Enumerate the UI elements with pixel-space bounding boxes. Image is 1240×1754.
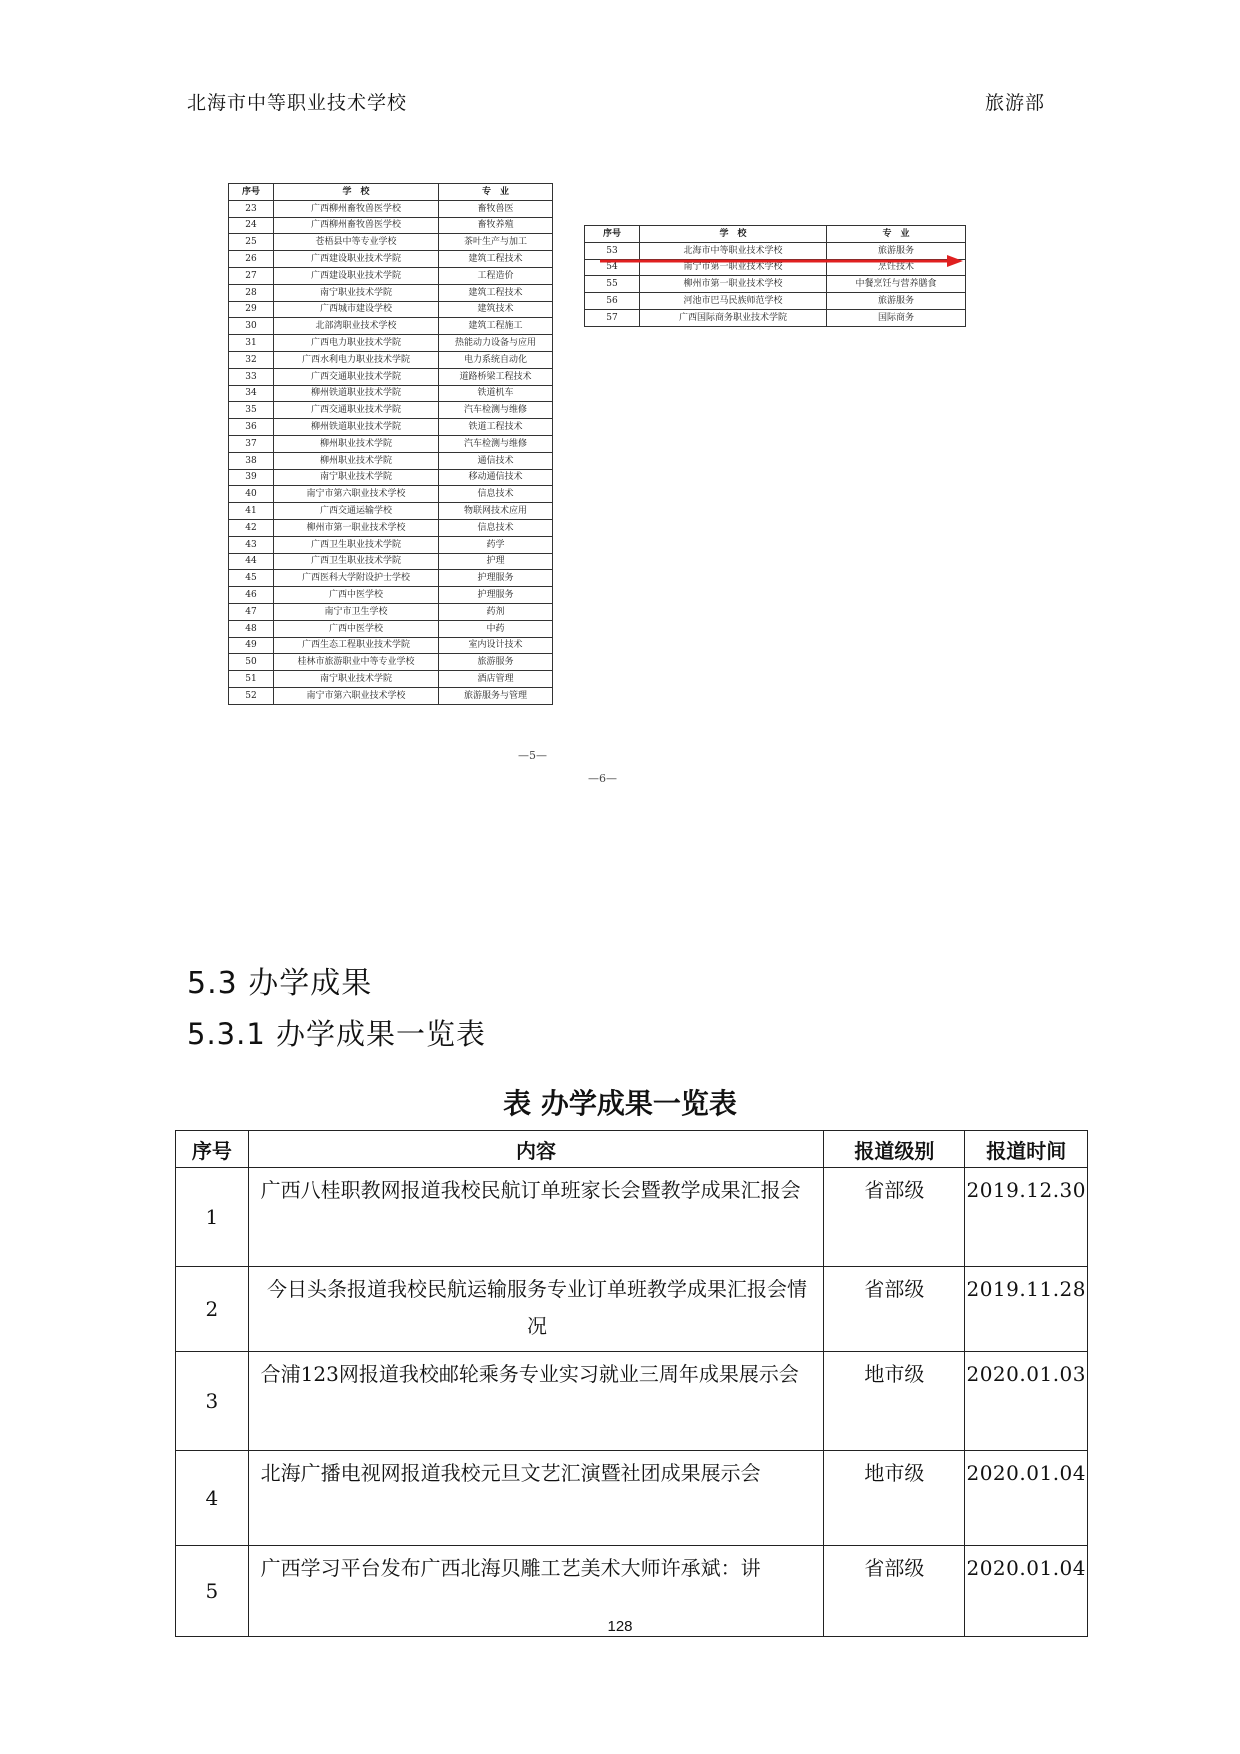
table-row <box>229 335 553 352</box>
school-name: 广西交通职业技术学院 <box>274 402 439 419</box>
row-number: 54 <box>585 259 640 276</box>
row-date: 2020.01.04 <box>965 1546 1088 1637</box>
table-row <box>229 536 553 553</box>
table-row <box>585 293 966 310</box>
table-row <box>229 267 553 284</box>
table-row <box>229 234 553 251</box>
table-row <box>229 570 553 587</box>
scan-page-mark-6: —6— <box>588 772 617 785</box>
major-name: 旅游服务 <box>827 293 966 310</box>
row-number: 28 <box>229 284 274 301</box>
school-name: 广西建设职业技术学院 <box>274 251 439 268</box>
scanned-school-table-left <box>228 183 553 705</box>
school-name: 河池市巴马民族师范学校 <box>640 293 827 310</box>
row-number: 40 <box>229 486 274 503</box>
row-number: 45 <box>229 570 274 587</box>
table-row <box>229 318 553 335</box>
school-name: 广西生态工程职业技术学院 <box>274 637 439 654</box>
row-content: 今日头条报道我校民航运输服务专业订单班教学成果汇报会情况 <box>248 1267 824 1352</box>
major-name: 通信技术 <box>439 452 553 469</box>
row-number: 33 <box>229 368 274 385</box>
school-name: 柳州市第一职业技术学校 <box>640 276 827 293</box>
row-content: 广西学习平台发布广西北海贝雕工艺美术大师许承斌：讲 <box>248 1546 824 1637</box>
row-level: 省部级 <box>824 1267 965 1352</box>
major-name: 酒店管理 <box>439 671 553 688</box>
school-name: 广西卫生职业技术学院 <box>274 536 439 553</box>
row-number: 2 <box>176 1267 249 1352</box>
row-number: 29 <box>229 301 274 318</box>
major-name: 旅游服务 <box>439 654 553 671</box>
school-name: 南宁市第六职业技术学校 <box>274 486 439 503</box>
school-name: 广西柳州畜牧兽医学校 <box>274 217 439 234</box>
school-name: 广西交通运输学校 <box>274 503 439 520</box>
table-row <box>229 217 553 234</box>
table-row <box>229 452 553 469</box>
major-name: 中餐烹饪与营养膳食 <box>827 276 966 293</box>
school-name: 广西中医学校 <box>274 587 439 604</box>
school-name: 南宁市第一职业技术学校 <box>640 259 827 276</box>
row-date: 2020.01.03 <box>965 1352 1088 1451</box>
school-name: 南宁市第六职业技术学校 <box>274 687 439 704</box>
major-name: 工程造价 <box>439 267 553 284</box>
school-name: 苍梧县中等专业学校 <box>274 234 439 251</box>
table-row <box>229 553 553 570</box>
table-row <box>585 276 966 293</box>
row-number: 26 <box>229 251 274 268</box>
table-row <box>229 435 553 452</box>
table-row <box>229 351 553 368</box>
table-row <box>176 1352 1088 1451</box>
column-header: 序号 <box>585 226 640 243</box>
row-number: 23 <box>229 200 274 217</box>
major-name: 汽车检测与维修 <box>439 402 553 419</box>
row-number: 3 <box>176 1352 249 1451</box>
table-row <box>229 469 553 486</box>
scan-page-mark-5: —5— <box>518 749 547 762</box>
row-level: 地市级 <box>824 1451 965 1546</box>
school-name: 广西柳州畜牧兽医学校 <box>274 200 439 217</box>
school-name: 广西交通职业技术学院 <box>274 368 439 385</box>
school-name: 柳州职业技术学院 <box>274 435 439 452</box>
row-number: 42 <box>229 519 274 536</box>
school-name: 南宁职业技术学院 <box>274 671 439 688</box>
row-number: 35 <box>229 402 274 419</box>
table-row <box>585 309 966 326</box>
section-heading: 5.3 办学成果 <box>187 966 373 1001</box>
row-number: 47 <box>229 603 274 620</box>
table-row <box>229 687 553 704</box>
row-level: 省部级 <box>824 1168 965 1267</box>
school-name: 柳州铁道职业技术学院 <box>274 419 439 436</box>
row-number: 41 <box>229 503 274 520</box>
row-number: 37 <box>229 435 274 452</box>
major-name: 国际商务 <box>827 309 966 326</box>
row-level: 地市级 <box>824 1352 965 1451</box>
table-row <box>229 637 553 654</box>
row-number: 27 <box>229 267 274 284</box>
row-number: 38 <box>229 452 274 469</box>
row-number: 4 <box>176 1451 249 1546</box>
row-number: 50 <box>229 654 274 671</box>
row-date: 2020.01.04 <box>965 1451 1088 1546</box>
row-number: 34 <box>229 385 274 402</box>
row-number: 48 <box>229 620 274 637</box>
column-header: 序号 <box>229 184 274 201</box>
column-header-level: 报道级别 <box>824 1131 965 1168</box>
row-number: 51 <box>229 671 274 688</box>
row-number: 49 <box>229 637 274 654</box>
row-content: 合浦123网报道我校邮轮乘务专业实习就业三周年成果展示会 <box>248 1352 824 1451</box>
major-name: 热能动力设备与应用 <box>439 335 553 352</box>
row-number: 1 <box>176 1168 249 1267</box>
column-header-no: 序号 <box>176 1131 249 1168</box>
table-row <box>229 654 553 671</box>
table-row <box>229 671 553 688</box>
table-row <box>229 419 553 436</box>
row-number: 55 <box>585 276 640 293</box>
major-name: 烹饪技术 <box>827 259 966 276</box>
major-name: 茶叶生产与加工 <box>439 234 553 251</box>
column-header: 学 校 <box>274 184 439 201</box>
row-number: 30 <box>229 318 274 335</box>
achievements-table <box>175 1130 1088 1637</box>
school-name: 广西水利电力职业技术学院 <box>274 351 439 368</box>
row-number: 5 <box>176 1546 249 1637</box>
table-row <box>229 200 553 217</box>
school-name: 广西国际商务职业技术学院 <box>640 309 827 326</box>
red-arrow-icon <box>600 254 965 268</box>
header-school-name: 北海市中等职业技术学校 <box>187 92 408 114</box>
table-row <box>229 519 553 536</box>
table-row <box>229 486 553 503</box>
school-name: 广西城市建设学校 <box>274 301 439 318</box>
table-row <box>229 620 553 637</box>
row-level: 省部级 <box>824 1546 965 1637</box>
school-name: 广西中医学校 <box>274 620 439 637</box>
major-name: 建筑工程技术 <box>439 251 553 268</box>
page-number: 128 <box>607 1618 633 1635</box>
table-row <box>229 284 553 301</box>
school-name: 柳州铁道职业技术学院 <box>274 385 439 402</box>
subsection-heading: 5.3.1 办学成果一览表 <box>187 1017 487 1051</box>
major-name: 室内设计技术 <box>439 637 553 654</box>
table-row <box>176 1267 1088 1352</box>
column-header: 专 业 <box>439 184 553 201</box>
major-name: 道路桥梁工程技术 <box>439 368 553 385</box>
row-number: 32 <box>229 351 274 368</box>
table-header-row <box>229 184 553 201</box>
row-content: 广西八桂职教网报道我校民航订单班家长会暨教学成果汇报会 <box>248 1168 824 1267</box>
table-row <box>229 503 553 520</box>
row-date: 2019.11.28 <box>965 1267 1088 1352</box>
column-header: 专 业 <box>827 226 966 243</box>
scanned-school-table-right <box>584 225 966 327</box>
school-name: 广西电力职业技术学院 <box>274 335 439 352</box>
header-department: 旅游部 <box>984 92 1045 114</box>
school-name: 南宁职业技术学院 <box>274 284 439 301</box>
school-name: 柳州职业技术学院 <box>274 452 439 469</box>
row-number: 36 <box>229 419 274 436</box>
row-number: 56 <box>585 293 640 310</box>
row-content: 北海广播电视网报道我校元旦文艺汇演暨社团成果展示会 <box>248 1451 824 1546</box>
major-name: 畜牧兽医 <box>439 200 553 217</box>
school-name: 北部湾职业技术学校 <box>274 318 439 335</box>
column-header-date: 报道时间 <box>965 1131 1088 1168</box>
table-row <box>229 603 553 620</box>
major-name: 信息技术 <box>439 519 553 536</box>
major-name: 畜牧养殖 <box>439 217 553 234</box>
major-name: 中药 <box>439 620 553 637</box>
table-row <box>229 368 553 385</box>
row-number: 39 <box>229 469 274 486</box>
table-row <box>229 385 553 402</box>
table-header-row <box>585 226 966 243</box>
row-number: 25 <box>229 234 274 251</box>
row-number: 46 <box>229 587 274 604</box>
major-name: 药剂 <box>439 603 553 620</box>
major-name: 铁道工程技术 <box>439 419 553 436</box>
school-name: 南宁市卫生学校 <box>274 603 439 620</box>
row-number: 57 <box>585 309 640 326</box>
school-name: 桂林市旅游职业中等专业学校 <box>274 654 439 671</box>
table-row <box>229 587 553 604</box>
school-name: 柳州市第一职业技术学校 <box>274 519 439 536</box>
column-header-content: 内容 <box>248 1131 824 1168</box>
table-title: 表 办学成果一览表 <box>503 1087 737 1120</box>
major-name: 汽车检测与维修 <box>439 435 553 452</box>
row-number: 52 <box>229 687 274 704</box>
school-name: 北海市中等职业技术学校 <box>640 242 827 259</box>
school-name: 广西建设职业技术学院 <box>274 267 439 284</box>
row-number: 44 <box>229 553 274 570</box>
major-name: 旅游服务 <box>827 242 966 259</box>
major-name: 护理服务 <box>439 570 553 587</box>
row-number: 53 <box>585 242 640 259</box>
major-name: 物联网技术应用 <box>439 503 553 520</box>
major-name: 建筑技术 <box>439 301 553 318</box>
table-row <box>229 301 553 318</box>
row-date: 2019.12.30 <box>965 1168 1088 1267</box>
table-row <box>229 251 553 268</box>
major-name: 旅游服务与管理 <box>439 687 553 704</box>
major-name: 建筑工程技术 <box>439 284 553 301</box>
school-name: 南宁职业技术学院 <box>274 469 439 486</box>
major-name: 药学 <box>439 536 553 553</box>
table-row <box>229 402 553 419</box>
major-name: 移动通信技术 <box>439 469 553 486</box>
row-number: 24 <box>229 217 274 234</box>
column-header: 学 校 <box>640 226 827 243</box>
row-number: 43 <box>229 536 274 553</box>
row-number: 31 <box>229 335 274 352</box>
school-name: 广西卫生职业技术学院 <box>274 553 439 570</box>
major-name: 护理服务 <box>439 587 553 604</box>
table-header-row <box>176 1131 1088 1168</box>
table-row <box>176 1168 1088 1267</box>
school-name: 广西医科大学附设护士学校 <box>274 570 439 587</box>
major-name: 铁道机车 <box>439 385 553 402</box>
major-name: 信息技术 <box>439 486 553 503</box>
major-name: 电力系统自动化 <box>439 351 553 368</box>
major-name: 护理 <box>439 553 553 570</box>
table-row <box>176 1451 1088 1546</box>
major-name: 建筑工程施工 <box>439 318 553 335</box>
